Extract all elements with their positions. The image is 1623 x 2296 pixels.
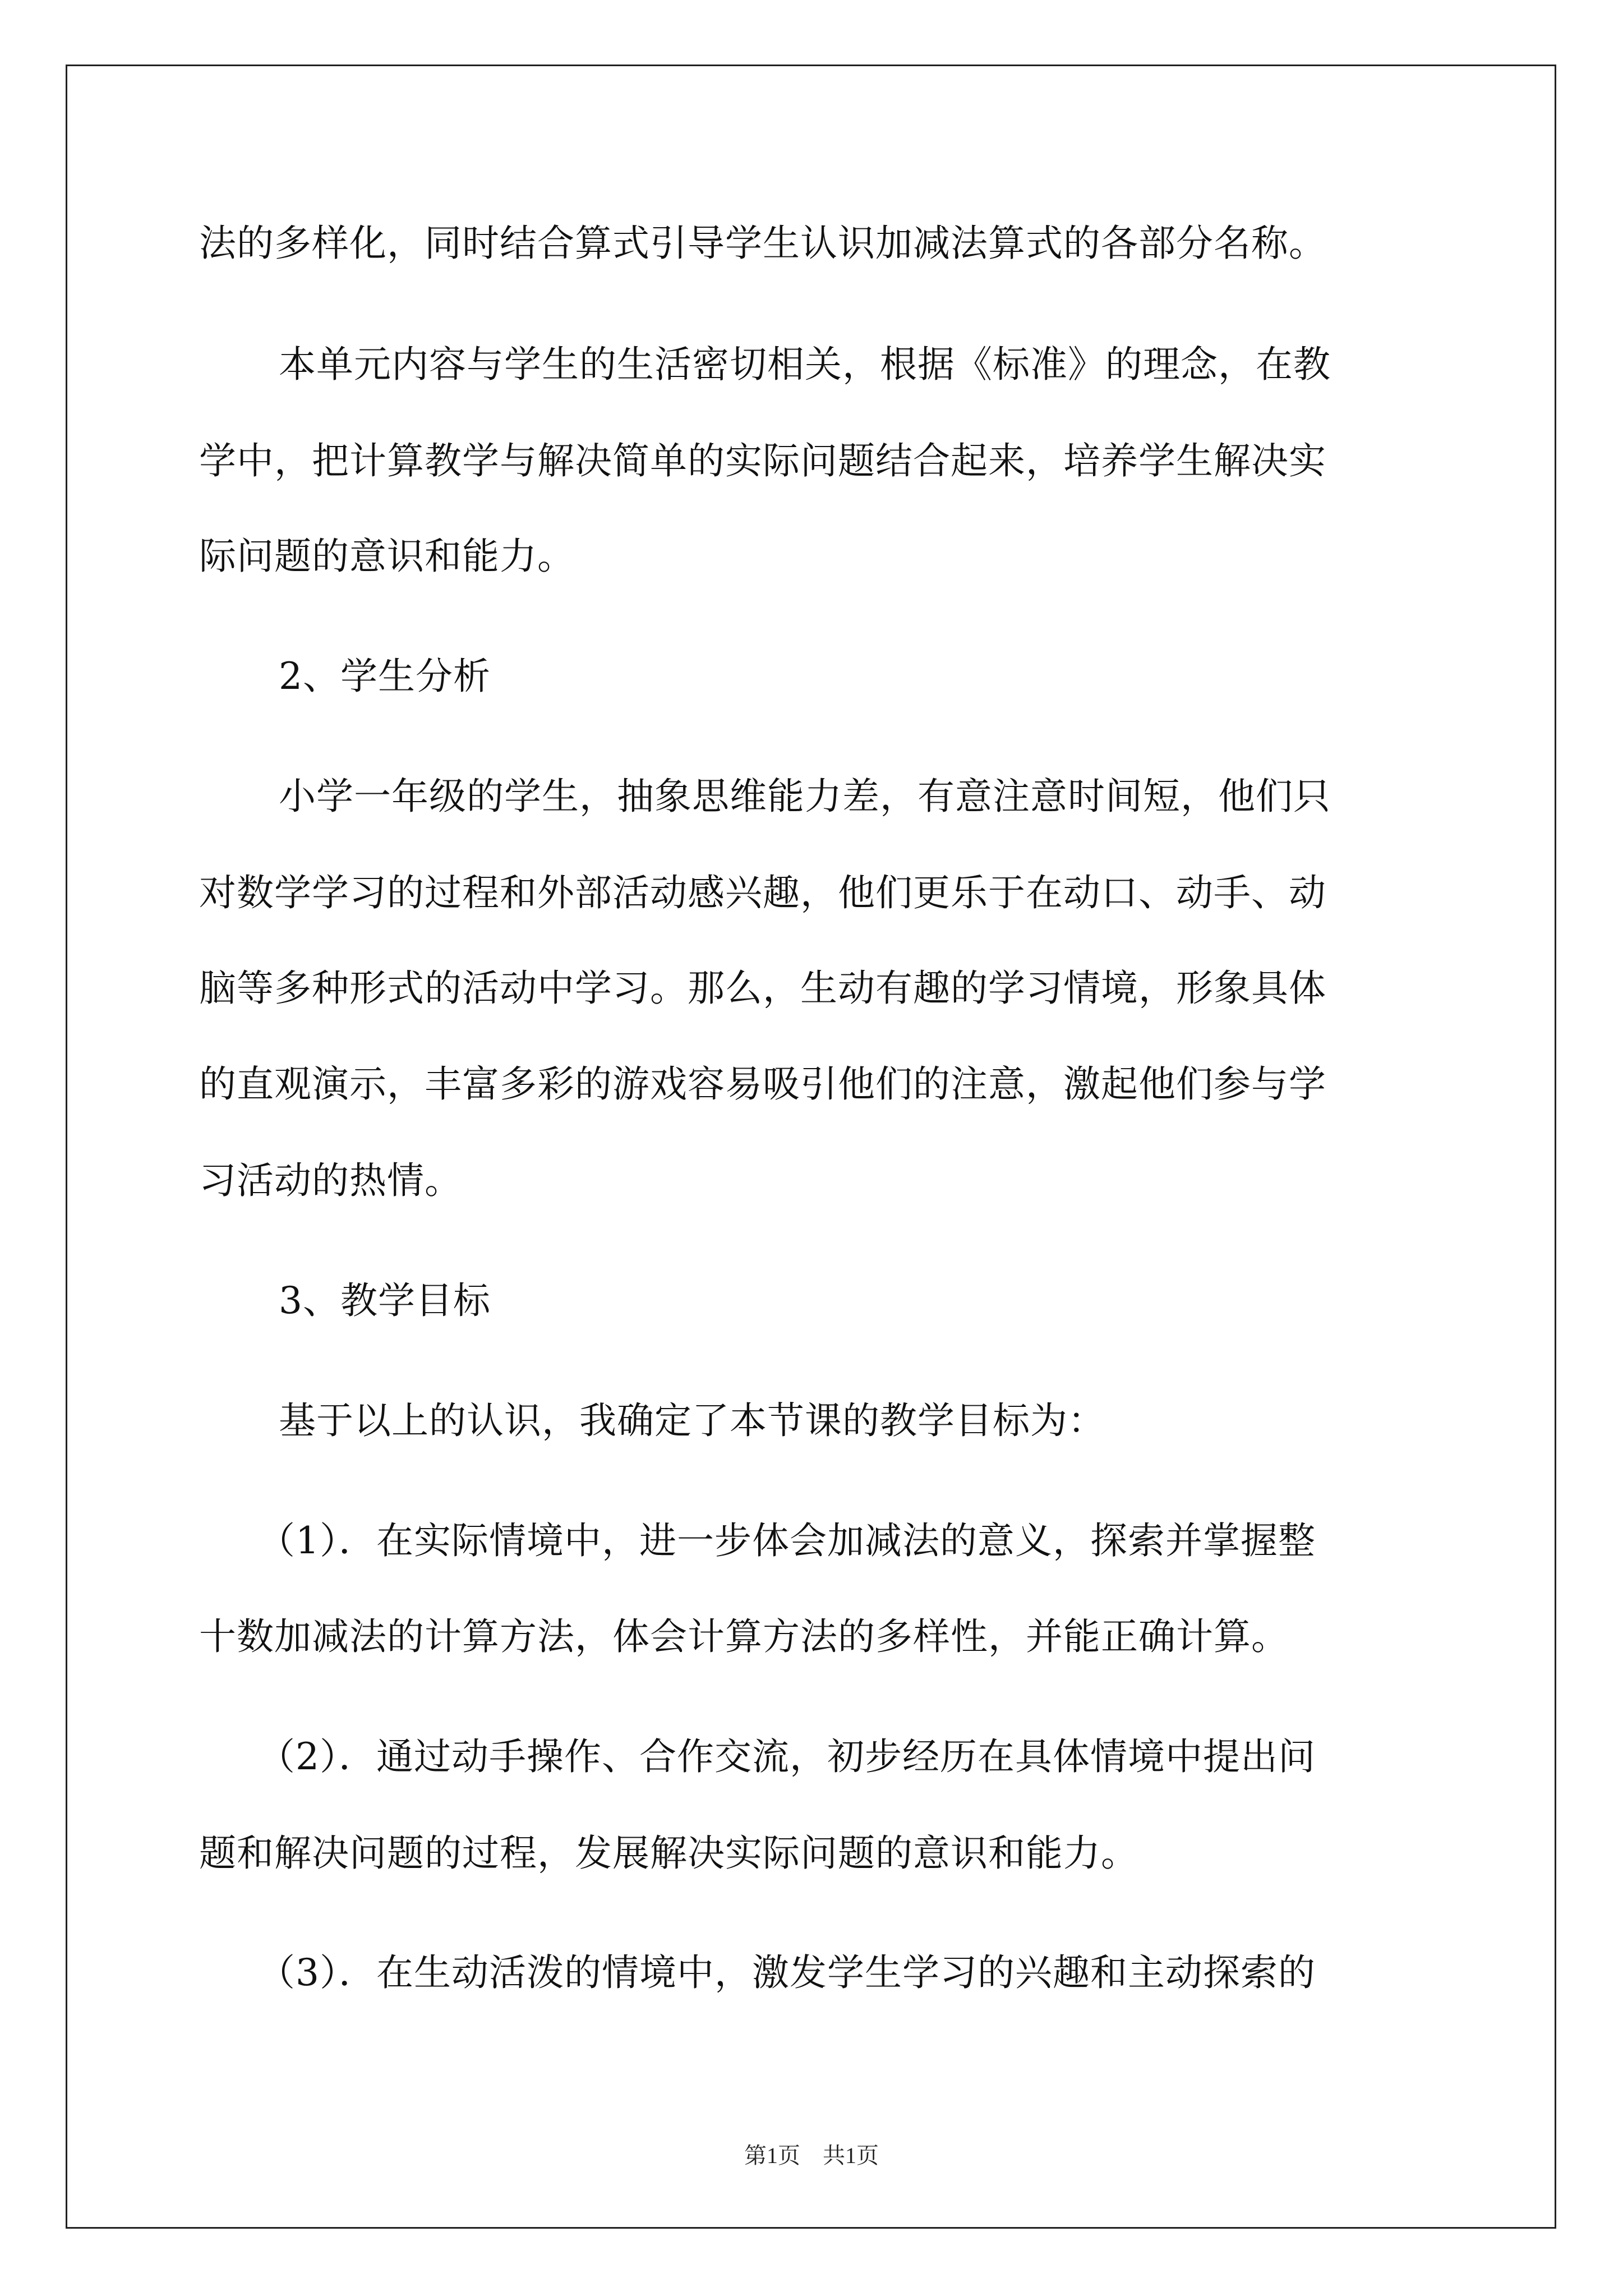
text-line: 习活动的热情。: [199, 1159, 462, 1202]
text-line: 脑等多种形式的活动中学习。那么，生动有趣的学习情境，形象具体: [199, 967, 1326, 1010]
section-heading: 3、教学目标: [279, 1279, 491, 1322]
section-heading: 2、学生分析: [279, 655, 491, 698]
text-line: 际问题的意识和能力。: [199, 535, 575, 578]
text-line: 基于以上的认识，我确定了本节课的教学目标为：: [279, 1399, 1105, 1442]
text-line: （2）．通过动手操作、合作交流，初步经历在具体情境中提出问: [258, 1735, 1316, 1778]
text-line: 法的多样化，同时结合算式引导学生认识加减法算式的各部分名称。: [199, 222, 1326, 265]
text-line: 十数加减法的计算方法，体会计算方法的多样性，并能正确计算。: [199, 1615, 1289, 1658]
text-line: 对数学学习的过程和外部活动感兴趣，他们更乐于在动口、动手、动: [199, 871, 1326, 914]
text-line: （3）．在生动活泼的情境中，激发学生学习的兴趣和主动探索的: [258, 1951, 1316, 1994]
text-line: 的直观演示，丰富多彩的游戏容易吸引他们的注意，激起他们参与学: [199, 1062, 1326, 1106]
text-line: （1）．在实际情境中，进一步体会加减法的意义，探索并掌握整: [258, 1519, 1316, 1562]
text-line: 小学一年级的学生，抽象思维能力差，有意注意时间短，他们只: [279, 775, 1331, 818]
text-line: 本单元内容与学生的生活密切相关，根据《标准》的理念，在教: [279, 343, 1331, 386]
text-line: 题和解决问题的过程，发展解决实际问题的意识和能力。: [199, 1832, 1138, 1875]
page-footer: 第1页 共1页: [744, 2143, 879, 2168]
page-border: [66, 65, 1556, 2229]
text-line: 学中，把计算教学与解决简单的实际问题结合起来，培养学生解决实: [199, 439, 1326, 482]
